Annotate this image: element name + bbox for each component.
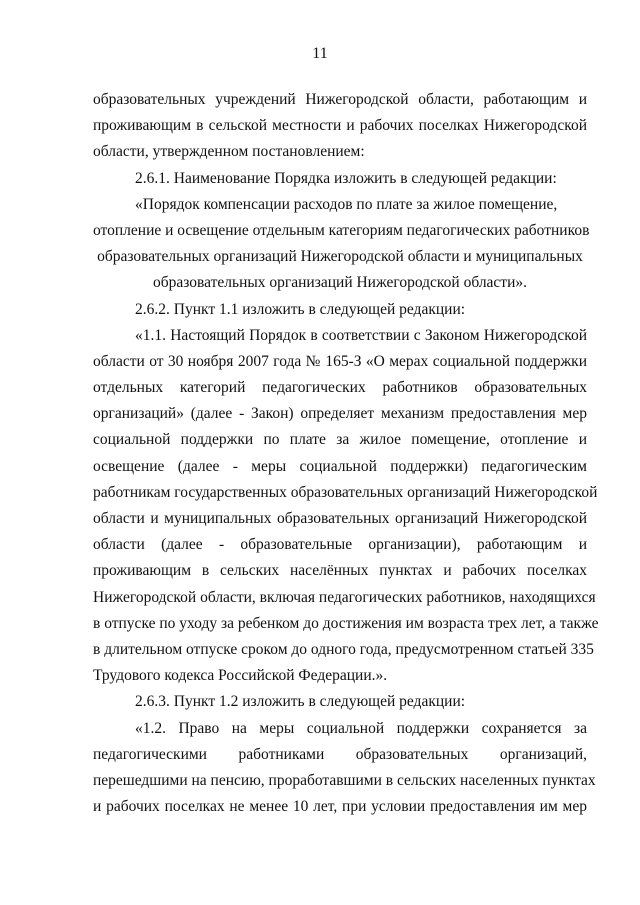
document-body xyxy=(93,87,599,820)
text-line: социальной поддержки по плате за жилое помещение, отопление и xyxy=(93,431,587,449)
text-line: проживающим в сельских населённых пунктах и рабочих поселках xyxy=(93,562,587,580)
text-line: 2.6.1. Наименование Порядка изложить в следующей редакции: xyxy=(135,169,557,187)
text-line: «1.2. Право на меры социальной поддержки сохраняется за xyxy=(135,719,587,737)
text-line: в длительном отпуске сроком до одного года, предусмотренном статьей 335 xyxy=(93,640,594,658)
text-line: «1.1. Настоящий Порядок в соответствии с Законом Нижегородской xyxy=(135,326,587,344)
text-line: 2.6.3. Пункт 1.2 изложить в следующей редакции: xyxy=(135,693,466,711)
text-line: области (далее - образовательные организации), работающим и xyxy=(93,536,587,554)
text-line: проживающим в сельской местности и рабочих поселках Нижегородской xyxy=(93,117,587,135)
text-line: отдельных категорий педагогических работников образовательных xyxy=(93,379,587,397)
text-line: в отпуске по уходу за ребенком до достижения им возраста трех лет, а также xyxy=(93,614,599,632)
text-line: и рабочих поселках не менее 10 лет, при условии предоставления им мер xyxy=(93,798,587,816)
text-line: педагогическими работниками образовательных организаций, xyxy=(93,745,587,763)
text-line: области от 30 ноября 2007 года № 165-З «О мерах социальной поддержки xyxy=(93,352,587,370)
text-line: освещение (далее - меры социальной поддержки) педагогическим xyxy=(93,457,587,475)
text-line: образовательных организаций Нижегородской области». xyxy=(152,274,528,292)
text-line: 2.6.2. Пункт 1.1 изложить в следующей редакции: xyxy=(135,300,466,318)
text-line: Трудового кодекса Российской Федерации.». xyxy=(93,667,388,685)
text-line: отопление и освещение отдельным категориям педагогических работников xyxy=(93,221,590,239)
text-line: работникам государственных образовательных организаций Нижегородской xyxy=(93,483,598,501)
text-line: области и муниципальных образовательных организаций Нижегородской xyxy=(93,510,587,527)
page-number: 11 xyxy=(312,45,328,62)
text-line: «Порядок компенсации расходов по плате за жилое помещение, xyxy=(135,195,558,213)
text-line: образовательных организаций Нижегородской области и муниципальных xyxy=(97,248,583,266)
text-line: области, утвержденном постановлением: xyxy=(93,143,365,161)
text-line: образовательных учреждений Нижегородской области, работающим и xyxy=(93,91,587,108)
text-line: Нижегородской области, включая педагогических работников, находящихся xyxy=(93,588,596,606)
text-line: организаций» (далее - Закон) определяет механизм предоставления мер xyxy=(93,405,587,423)
text-line: перешедшими на пенсию, проработавшими в сельских населенных пунктах xyxy=(93,771,596,789)
